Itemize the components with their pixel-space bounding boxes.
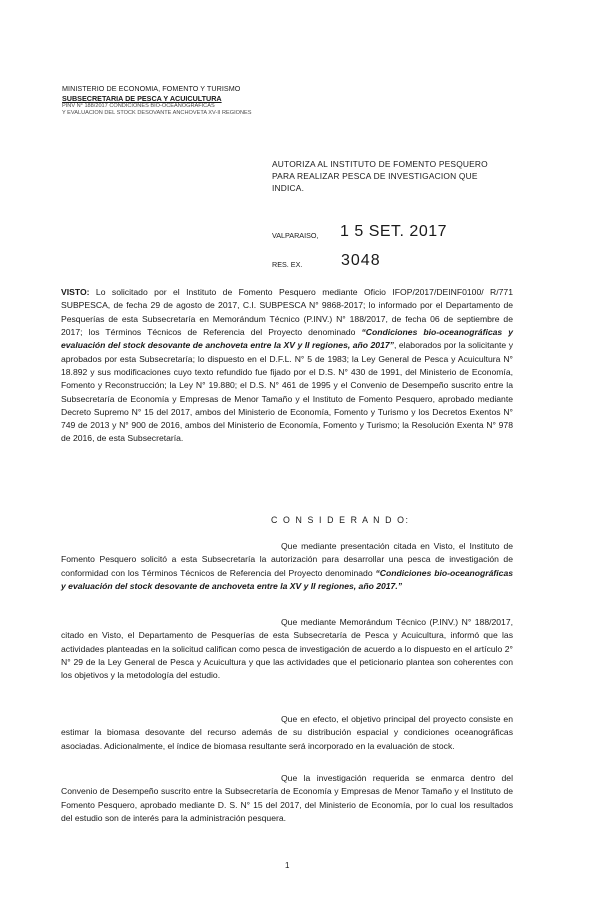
considerando-paragraph-2: Que mediante Memorándum Técnico (P.INV.) N° 188/2017, citado en Visto, el Departamento de Pesquerías de esta Subsecretaría de Pesca y Acuicultura, informó que las actividades planteadas en la solicitud califican como pesca de investigación de acuerdo a lo dispuesto en el artículo 2° N° 29 de la Ley General de Pesca y Acuicultura y que las actividades que el peticionario plantea son coherentes con los objetivos y la metodología del estudio. xyxy=(61,617,513,681)
resolution-number: 3048 xyxy=(341,252,381,269)
considerando-paragraph-3: Que en efecto, el objetivo principal del proyecto consiste en estimar la biomasa desovante del recurso además de su distribución espacial y condiciones oceanográficas asociadas. Adicionalmente, el índice de biomasa resultante será incorporado en la evaluación de stock. xyxy=(61,714,513,751)
considerando-paragraph-4: Que la investigación requerida se enmarca dentro del Convenio de Desempeño suscrito entre la Subsecretaría de Economía y Empresas de Menor Tamaño y el Instituto de Fomento Pesquero, aprobado mediante D. S. N° 15 del 2017, del Ministerio de Economía, por lo cual los resultados del estudio son de interés para la administración pesquera. xyxy=(61,773,513,823)
reference-line-1: PINV N° 188/2017 CONDICIONES BIO-OCEANOGRAFICAS xyxy=(62,103,215,109)
ministry-name: MINISTERIO DE ECONOMIA, FOMENTO Y TURISMO xyxy=(62,84,241,93)
visto-text-2: , elaborados por la solicitante y aprobados por esta Subsecretaría; lo dispuesto en el D.F.L. N° 5 de 1983; la Ley General de Pesca y Acuicultura N° 18.892 y sus modificaciones cuyo texto refundido fue fijado por el D.S. N° 430 de 1991, del Ministerio de Economía, Fomento y Reconstrucción; la Ley N° 19.880; el D.S. N° 461 de 1995 y el Convenio de Desempeño suscrito entre la Subsecretaría de Economía y Empresas de Menor Tamaño y el Instituto de Fomento Pesquero, aprobado mediante Decreto Supremo N° 15 del 2017, ambos del Ministerio de Economía, Fomento y Turismo y los Decretos Exentos N° 749 de 2013 y N° 900 de 2016, ambos del Ministerio de Economía, Fomento y Turismo; la Resolución Exenta N° 978 de 2016, de esta Subsecretaría. xyxy=(61,340,513,444)
letterhead xyxy=(62,84,282,118)
considerando-1-project: “Condiciones bio-oceanográficas y evaluación del stock desovante de anchoveta entre la XV y II regiones, año 2017.” xyxy=(61,567,514,591)
considerando-heading: C O N S I D E R A N D O: xyxy=(271,515,410,525)
considerando-paragraph-1 xyxy=(61,540,513,593)
visto-project-title: “Condiciones bio-oceanográficas y evaluación del stock desovante de anchoveta entre la XV y II regiones, año 2017” xyxy=(61,326,513,351)
considerando-1-text: Que mediante presentación citada en Visto, el Instituto de Fomento Pesquero solicitó a esta Subsecretaría la autorización para desarrollar una pesca de investigación de conformidad con los Términos Técnicos de Referencia del Proyecto denominado xyxy=(61,541,513,578)
subsecretaria-name: SUBSECRETARIA DE PESCA Y ACUICULTURA xyxy=(62,93,222,103)
visto-paragraph xyxy=(61,286,513,446)
date-stamp: 1 5 SET. 2017 xyxy=(340,223,448,240)
visto-text-1: Lo solicitado por el Instituto de Fomento Pesquero mediante Oficio IFOP/2017/DEINF0100/ R/771 SUBPESCA, de fecha 29 de agosto de 2017, C.I. SUBPESCA N° 9868-2017; lo informado por el Departamento de Pesquerías de esta Subsecretaría en Memorándum Técnico (P.INV.) N° 188/2017, de fecha 06 de septiembre de 2017; los Términos Técnicos de Referencia del Proyecto denominado xyxy=(61,287,513,337)
reference-line-2: Y EVALUACION DEL STOCK DESOVANTE ANCHOVETA XV-II REGIONES xyxy=(62,110,252,117)
visto-lead: VISTO: xyxy=(61,287,90,297)
place-label: VALPARAISO, xyxy=(272,231,319,240)
resolution-label: RES. EX. xyxy=(272,260,303,269)
page-number: 1 xyxy=(285,861,290,870)
resolution-title: AUTORIZA AL INSTITUTO DE FOMENTO PESQUERO PARA REALIZAR PESCA DE INVESTIGACION QUE INDICA. xyxy=(272,159,488,194)
